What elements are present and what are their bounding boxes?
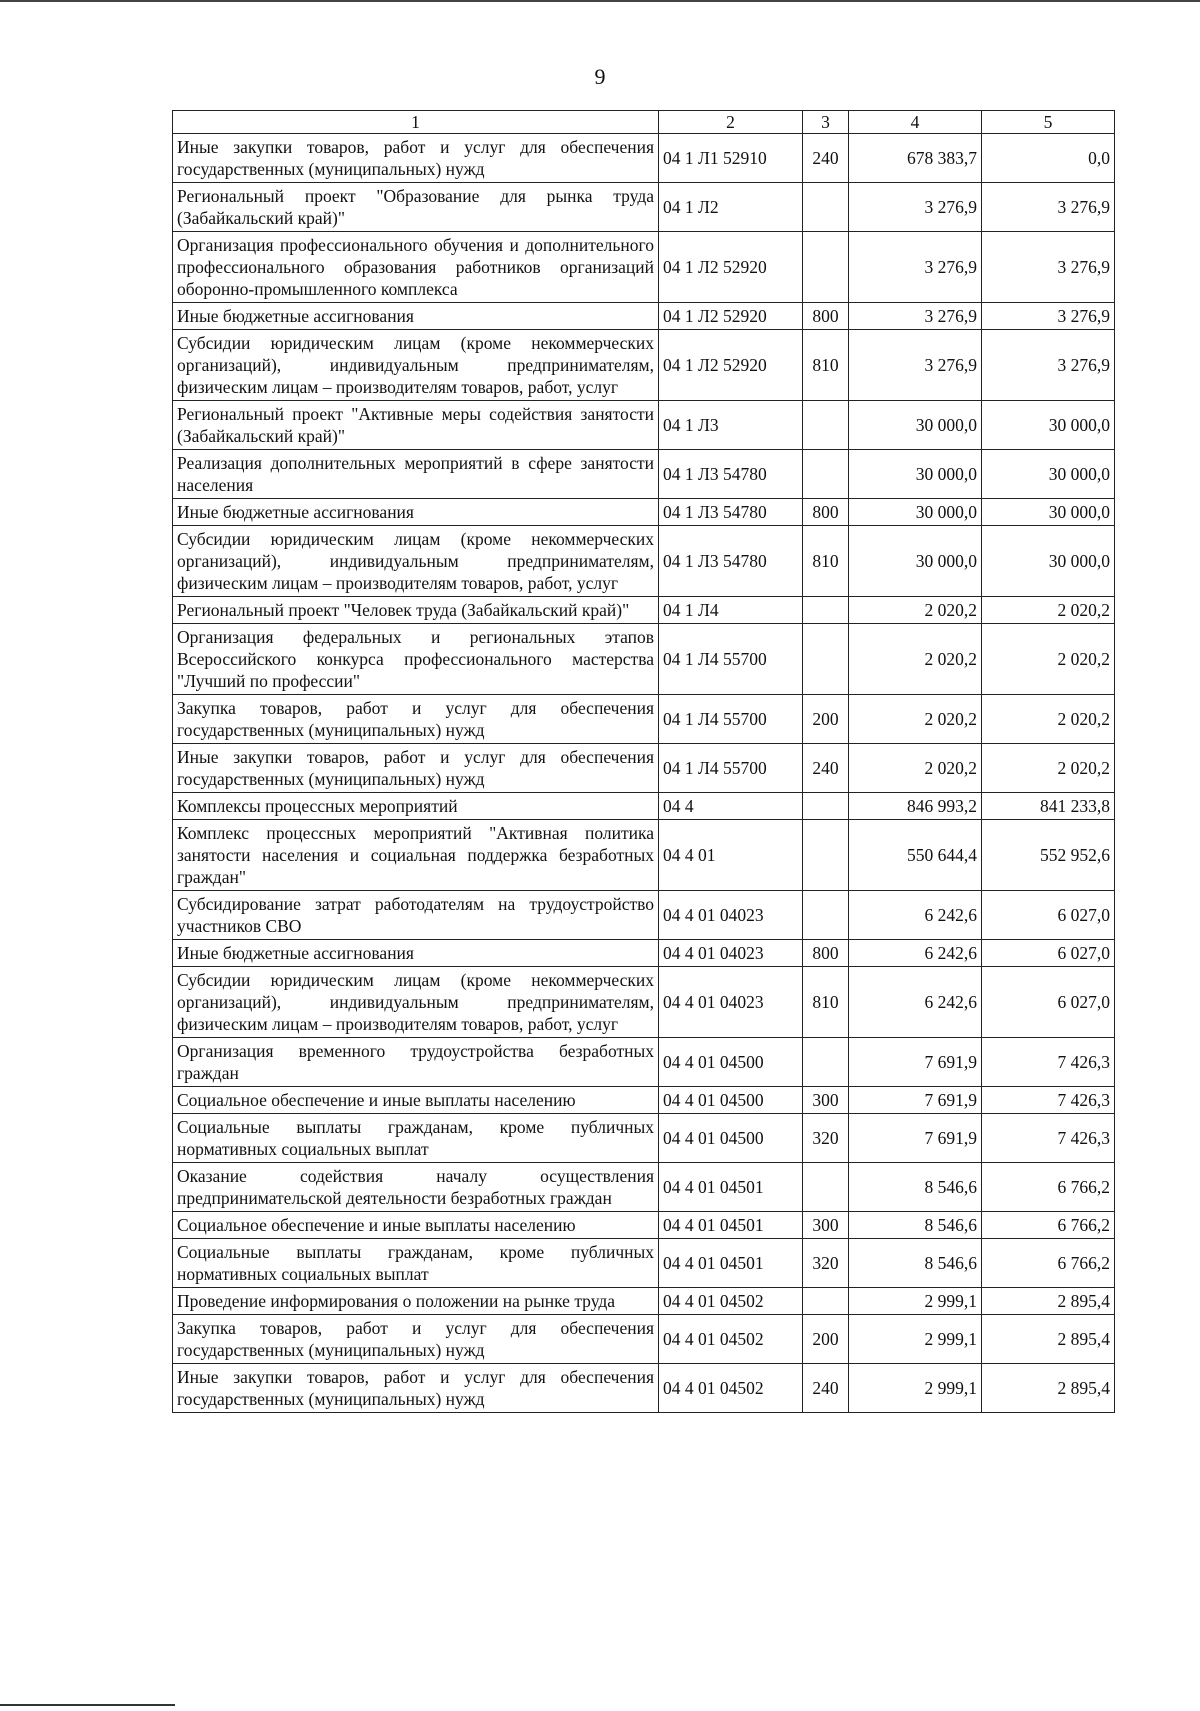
row-code-cell: 04 4 01 04501 <box>659 1239 803 1288</box>
row-expense-type-cell: 320 <box>803 1114 849 1163</box>
row-code-cell: 04 1 Л1 52910 <box>659 134 803 183</box>
table-row <box>173 401 1115 450</box>
row-code-cell: 04 4 01 04502 <box>659 1315 803 1364</box>
table-row <box>173 940 1115 967</box>
top-edge-rule <box>0 0 1200 2</box>
row-value-col4-cell: 30 000,0 <box>849 526 982 597</box>
row-value-col4-cell: 6 242,6 <box>849 891 982 940</box>
row-value-col4-cell: 2 020,2 <box>849 744 982 793</box>
row-value-col4-cell: 8 546,6 <box>849 1212 982 1239</box>
row-value-col5-cell: 6 766,2 <box>982 1163 1115 1212</box>
row-name-cell: Субсидии юридическим лицам (кроме некоммерческих организаций), индивидуальным предпринимателям, физическим лицам – производителям товаров, работ, услуг <box>173 526 659 597</box>
row-value-col4-cell: 2 999,1 <box>849 1364 982 1413</box>
table-row <box>173 1212 1115 1239</box>
row-name-cell: Иные бюджетные ассигнования <box>173 303 659 330</box>
row-expense-type-cell <box>803 820 849 891</box>
table-row <box>173 1114 1115 1163</box>
row-code-cell: 04 1 Л3 <box>659 401 803 450</box>
row-value-col4-cell: 2 020,2 <box>849 695 982 744</box>
row-value-col4-cell: 7 691,9 <box>849 1114 982 1163</box>
row-value-col5-cell: 2 020,2 <box>982 744 1115 793</box>
row-expense-type-cell <box>803 793 849 820</box>
table-row <box>173 1288 1115 1315</box>
row-name-cell: Организация федеральных и региональных этапов Всероссийского конкурса профессионального мастерства "Лучший по профессии" <box>173 624 659 695</box>
row-code-cell: 04 1 Л3 54780 <box>659 450 803 499</box>
row-value-col5-cell: 6 027,0 <box>982 891 1115 940</box>
row-code-cell: 04 4 01 04500 <box>659 1038 803 1087</box>
row-code-cell: 04 4 01 04500 <box>659 1087 803 1114</box>
table-row <box>173 891 1115 940</box>
row-value-col4-cell: 2 020,2 <box>849 597 982 624</box>
row-expense-type-cell <box>803 450 849 499</box>
table-row <box>173 744 1115 793</box>
row-expense-type-cell: 320 <box>803 1239 849 1288</box>
row-name-cell: Субсидии юридическим лицам (кроме некоммерческих организаций), индивидуальным предпринимателям, физическим лицам – производителям товаров, работ, услуг <box>173 967 659 1038</box>
row-code-cell: 04 4 01 <box>659 820 803 891</box>
row-expense-type-cell: 200 <box>803 695 849 744</box>
row-expense-type-cell <box>803 597 849 624</box>
table-header <box>173 111 1115 134</box>
row-value-col4-cell: 678 383,7 <box>849 134 982 183</box>
table-row <box>173 597 1115 624</box>
column-header-4: 4 <box>849 111 982 134</box>
row-code-cell: 04 4 01 04501 <box>659 1212 803 1239</box>
row-code-cell: 04 1 Л2 <box>659 183 803 232</box>
table-row <box>173 526 1115 597</box>
row-code-cell: 04 1 Л4 55700 <box>659 695 803 744</box>
row-value-col4-cell: 30 000,0 <box>849 499 982 526</box>
table-row <box>173 1364 1115 1413</box>
row-value-col5-cell: 3 276,9 <box>982 232 1115 303</box>
row-expense-type-cell: 800 <box>803 303 849 330</box>
page-number: 9 <box>594 64 606 89</box>
row-value-col4-cell: 6 242,6 <box>849 967 982 1038</box>
row-value-col5-cell: 6 027,0 <box>982 967 1115 1038</box>
row-value-col5-cell: 3 276,9 <box>982 303 1115 330</box>
row-value-col4-cell: 846 993,2 <box>849 793 982 820</box>
row-value-col4-cell: 6 242,6 <box>849 940 982 967</box>
row-value-col5-cell: 2 020,2 <box>982 695 1115 744</box>
row-expense-type-cell: 300 <box>803 1087 849 1114</box>
row-code-cell: 04 1 Л2 52920 <box>659 330 803 401</box>
row-value-col4-cell: 7 691,9 <box>849 1038 982 1087</box>
table-row <box>173 232 1115 303</box>
row-value-col5-cell: 841 233,8 <box>982 793 1115 820</box>
row-value-col4-cell: 30 000,0 <box>849 401 982 450</box>
row-code-cell: 04 1 Л4 <box>659 597 803 624</box>
table-row <box>173 499 1115 526</box>
table-row <box>173 1163 1115 1212</box>
header-row <box>173 111 1115 134</box>
table-row <box>173 183 1115 232</box>
row-name-cell: Иные закупки товаров, работ и услуг для обеспечения государственных (муниципальных) нужд <box>173 1364 659 1413</box>
row-expense-type-cell: 810 <box>803 526 849 597</box>
row-name-cell: Социальное обеспечение и иные выплаты населению <box>173 1212 659 1239</box>
row-value-col5-cell: 3 276,9 <box>982 183 1115 232</box>
row-expense-type-cell: 810 <box>803 330 849 401</box>
row-name-cell: Комплексы процессных мероприятий <box>173 793 659 820</box>
row-expense-type-cell: 800 <box>803 940 849 967</box>
table-row <box>173 1315 1115 1364</box>
row-value-col5-cell: 6 766,2 <box>982 1212 1115 1239</box>
row-expense-type-cell <box>803 624 849 695</box>
row-name-cell: Иные бюджетные ассигнования <box>173 499 659 526</box>
table-body <box>173 134 1115 1413</box>
table-row <box>173 330 1115 401</box>
row-expense-type-cell <box>803 1038 849 1087</box>
row-value-col5-cell: 30 000,0 <box>982 526 1115 597</box>
row-expense-type-cell <box>803 1163 849 1212</box>
row-expense-type-cell: 810 <box>803 967 849 1038</box>
row-value-col5-cell: 30 000,0 <box>982 499 1115 526</box>
row-code-cell: 04 4 01 04500 <box>659 1114 803 1163</box>
row-value-col4-cell: 8 546,6 <box>849 1239 982 1288</box>
bottom-edge-rule <box>0 1704 175 1706</box>
row-code-cell: 04 1 Л2 52920 <box>659 232 803 303</box>
row-code-cell: 04 4 01 04501 <box>659 1163 803 1212</box>
row-value-col5-cell: 3 276,9 <box>982 330 1115 401</box>
row-name-cell: Организация временного трудоустройства безработных граждан <box>173 1038 659 1087</box>
row-code-cell: 04 1 Л4 55700 <box>659 624 803 695</box>
row-code-cell: 04 1 Л3 54780 <box>659 499 803 526</box>
row-code-cell: 04 4 <box>659 793 803 820</box>
row-value-col5-cell: 2 020,2 <box>982 597 1115 624</box>
table-row <box>173 695 1115 744</box>
table-row <box>173 624 1115 695</box>
row-name-cell: Закупка товаров, работ и услуг для обеспечения государственных (муниципальных) нужд <box>173 695 659 744</box>
row-expense-type-cell <box>803 401 849 450</box>
row-code-cell: 04 4 01 04502 <box>659 1364 803 1413</box>
row-name-cell: Региональный проект "Образование для рынка труда (Забайкальский край)" <box>173 183 659 232</box>
row-name-cell: Региональный проект "Активные меры содействия занятости (Забайкальский край)" <box>173 401 659 450</box>
row-value-col5-cell: 2 895,4 <box>982 1364 1115 1413</box>
row-name-cell: Реализация дополнительных мероприятий в сфере занятости населения <box>173 450 659 499</box>
row-code-cell: 04 1 Л2 52920 <box>659 303 803 330</box>
row-name-cell: Комплекс процессных мероприятий "Активная политика занятости населения и социальная поддержка безработных граждан" <box>173 820 659 891</box>
row-name-cell: Оказание содействия началу осуществления предпринимательской деятельности безработных граждан <box>173 1163 659 1212</box>
row-code-cell: 04 4 01 04023 <box>659 891 803 940</box>
row-expense-type-cell: 200 <box>803 1315 849 1364</box>
row-value-col4-cell: 2 999,1 <box>849 1315 982 1364</box>
row-code-cell: 04 1 Л3 54780 <box>659 526 803 597</box>
row-name-cell: Социальные выплаты гражданам, кроме публичных нормативных социальных выплат <box>173 1114 659 1163</box>
row-value-col5-cell: 7 426,3 <box>982 1087 1115 1114</box>
row-value-col5-cell: 2 895,4 <box>982 1288 1115 1315</box>
row-name-cell: Региональный проект "Человек труда (Забайкальский край)" <box>173 597 659 624</box>
row-value-col4-cell: 2 020,2 <box>849 624 982 695</box>
row-value-col5-cell: 2 020,2 <box>982 624 1115 695</box>
row-value-col5-cell: 7 426,3 <box>982 1114 1115 1163</box>
row-name-cell: Социальные выплаты гражданам, кроме публичных нормативных социальных выплат <box>173 1239 659 1288</box>
row-expense-type-cell: 240 <box>803 1364 849 1413</box>
budget-table <box>172 110 1115 1413</box>
row-name-cell: Иные бюджетные ассигнования <box>173 940 659 967</box>
row-value-col5-cell: 30 000,0 <box>982 401 1115 450</box>
row-name-cell: Проведение информирования о положении на рынке труда <box>173 1288 659 1315</box>
table-row <box>173 1087 1115 1114</box>
table-row <box>173 450 1115 499</box>
row-expense-type-cell: 800 <box>803 499 849 526</box>
row-value-col5-cell: 0,0 <box>982 134 1115 183</box>
row-name-cell: Социальное обеспечение и иные выплаты населению <box>173 1087 659 1114</box>
table-row <box>173 1239 1115 1288</box>
column-header-3: 3 <box>803 111 849 134</box>
row-value-col4-cell: 3 276,9 <box>849 183 982 232</box>
row-value-col5-cell: 2 895,4 <box>982 1315 1115 1364</box>
row-name-cell: Закупка товаров, работ и услуг для обеспечения государственных (муниципальных) нужд <box>173 1315 659 1364</box>
row-code-cell: 04 4 01 04502 <box>659 1288 803 1315</box>
row-code-cell: 04 1 Л4 55700 <box>659 744 803 793</box>
row-expense-type-cell <box>803 1288 849 1315</box>
row-code-cell: 04 4 01 04023 <box>659 967 803 1038</box>
table-row <box>173 967 1115 1038</box>
table-row <box>173 820 1115 891</box>
row-value-col4-cell: 2 999,1 <box>849 1288 982 1315</box>
row-expense-type-cell: 240 <box>803 744 849 793</box>
row-name-cell: Субсидирование затрат работодателям на трудоустройство участников СВО <box>173 891 659 940</box>
column-header-2: 2 <box>659 111 803 134</box>
row-code-cell: 04 4 01 04023 <box>659 940 803 967</box>
row-value-col5-cell: 6 027,0 <box>982 940 1115 967</box>
row-name-cell: Субсидии юридическим лицам (кроме некоммерческих организаций), индивидуальным предпринимателям, физическим лицам – производителям товаров, работ, услуг <box>173 330 659 401</box>
row-expense-type-cell: 300 <box>803 1212 849 1239</box>
row-value-col4-cell: 3 276,9 <box>849 232 982 303</box>
column-header-5: 5 <box>982 111 1115 134</box>
row-expense-type-cell: 240 <box>803 134 849 183</box>
row-value-col5-cell: 6 766,2 <box>982 1239 1115 1288</box>
row-name-cell: Иные закупки товаров, работ и услуг для обеспечения государственных (муниципальных) нужд <box>173 134 659 183</box>
row-value-col4-cell: 8 546,6 <box>849 1163 982 1212</box>
row-name-cell: Организация профессионального обучения и дополнительного профессионального образования работников организаций оборонно-промышленного комплекса <box>173 232 659 303</box>
table-row <box>173 793 1115 820</box>
row-value-col4-cell: 3 276,9 <box>849 330 982 401</box>
row-value-col4-cell: 7 691,9 <box>849 1087 982 1114</box>
table-row <box>173 1038 1115 1087</box>
row-value-col4-cell: 550 644,4 <box>849 820 982 891</box>
table-row <box>173 303 1115 330</box>
row-name-cell: Иные закупки товаров, работ и услуг для обеспечения государственных (муниципальных) нужд <box>173 744 659 793</box>
row-expense-type-cell <box>803 232 849 303</box>
row-value-col5-cell: 7 426,3 <box>982 1038 1115 1087</box>
table-row <box>173 134 1115 183</box>
row-value-col5-cell: 30 000,0 <box>982 450 1115 499</box>
row-expense-type-cell <box>803 891 849 940</box>
row-value-col4-cell: 3 276,9 <box>849 303 982 330</box>
row-value-col4-cell: 30 000,0 <box>849 450 982 499</box>
column-header-1: 1 <box>173 111 659 134</box>
row-value-col5-cell: 552 952,6 <box>982 820 1115 891</box>
row-expense-type-cell <box>803 183 849 232</box>
